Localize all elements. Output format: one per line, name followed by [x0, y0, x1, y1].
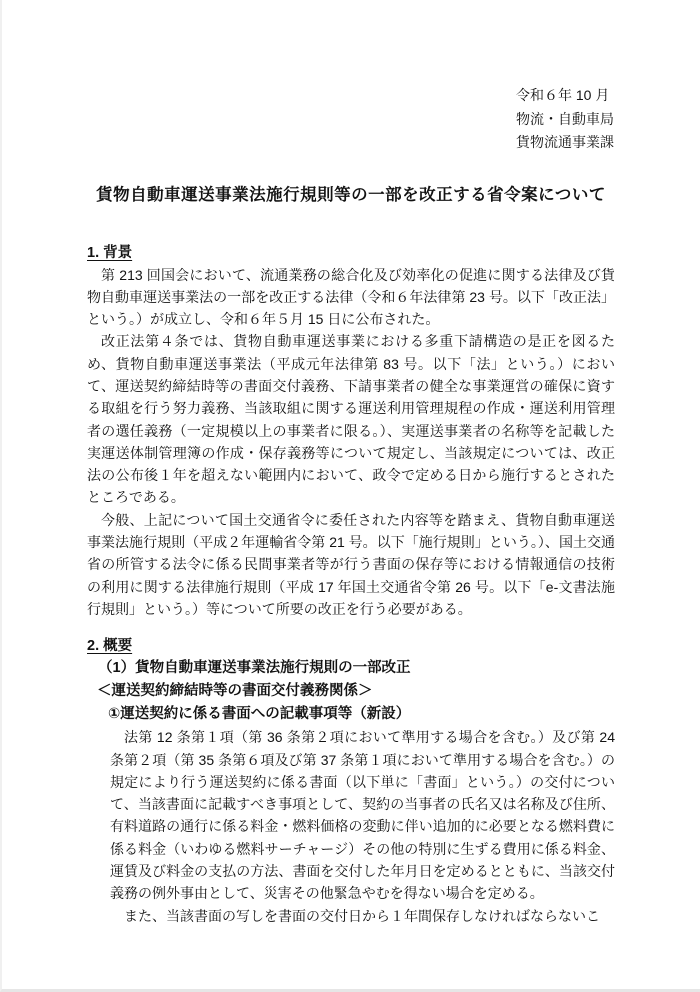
section-1-paragraph-3: 今般、上記について国土交通省令に委任された内容等を踏まえ、貨物自動車運送事業法施行規則（平成２年運輸省令第 21 号。以下「施行規則」という。）、国土交通省の所管する法令に係る民間事業者等が行う書面の保存等における情報通信の技術の利用に関する法律施行規則（平成 17 年国土交通省令第 26 号。以下「e-文書法施行規則」という。）等について所要の改正を行う必要がある。 [87, 511, 615, 617]
section-1-heading [87, 243, 700, 264]
section-1-paragraph-1: 第 213 回国会において、流通業務の総合化及び効率化の促進に関する法律及び貨物自動車運送事業法の一部を改正する法律（令和６年法律第 23 号。以下「改正法」という。）が成立し、令和６年５月 15 日に公布された。 [87, 266, 615, 328]
section-2-paragraph-2: また、当該書面の写しを書面の交付日から１年間保存しなければならないこ [124, 907, 600, 924]
document-header-block [516, 84, 614, 155]
header-date: 令和６年 10 月 [516, 87, 610, 103]
section-2-heading [87, 636, 700, 657]
section-2-heading-text: 2. 概要 [87, 638, 133, 655]
section-1-heading-text: 1. 背景 [87, 244, 133, 261]
header-bureau: 物流・自動車局 [516, 110, 614, 127]
section-2-subheading-2: ＜運送契約締結時等の書面交付義務関係＞ [97, 683, 373, 700]
section-2-paragraph-1: 法第 12 条第１項（第 36 条第２項において準用する場合を含む。）及び第 24 条第２項（第 35 条第６項及び第 37 条第１項において準用する場合を含む。）の規定により行う運送契約に係る書面（以下単に「書面」という。）の交付について、当該書面に記載すべき事項として、契約の当事者の氏名又は名称及び住所、有料道路の通行に係る料金・燃料価格の変動に伴い追加的に必要となる燃料費に係る料金（いわゆる燃料サーチャージ）その他の特別に生ずる費用に係る料金、運賃及び料金の支払の方法、書面を交付した年月日を定めるとともに、当該交付義務の例外事由として、災害その他緊急やむを得ない場合を定める。 [110, 729, 615, 902]
section-2-subheading-3: ①運送契約に係る書面への記載事項等（新設） [108, 706, 411, 723]
section-2-subheading-1: （1）貨物自動車運送事業法施行規則の一部改正 [98, 660, 411, 677]
document-header [2, 84, 700, 155]
header-division: 貨物流通事業課 [516, 134, 614, 150]
section-1-paragraph-2: 改正法第４条では、貨物自動車運送事業における多重下請構造の是正を図るため、貨物自動車運送事業法（平成元年法律第 83 号。以下「法」という。）において、運送契約締結時等の書面交付義務、下請事業者の健全な事業運営の確保に資する取組を行う努力義務、当該取組に関する運送利用管理規程の作成・運送利用管理者の選任義務（一定規模以上の事業者に限る。）、実運送事業者の名称等を記載した実運送体制管理簿の作成・保存義務等について規定し、当該規定については、改正法の公布後１年を超えない範囲内において、政令で定める日から施行するとされたところである。 [87, 333, 615, 506]
document-title: 貨物自動車運送事業法施行規則等の一部を改正する省令案について [96, 185, 606, 204]
